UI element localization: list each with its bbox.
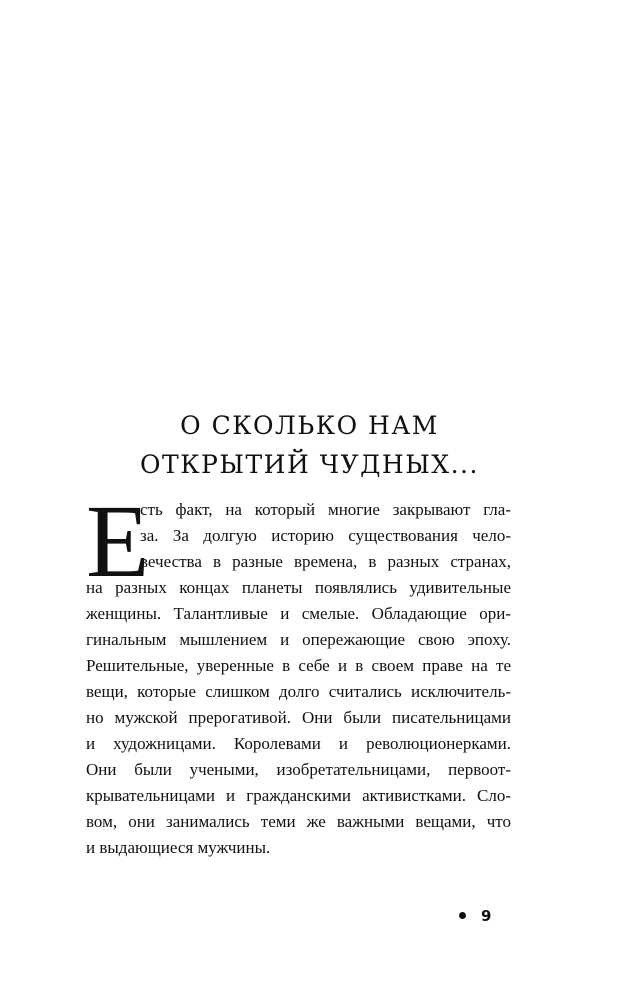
text-line: Решительные, уверенные в себе и в своем праве на те: [86, 656, 511, 675]
text-line: и выдающиеся мужчины.: [86, 838, 271, 857]
chapter-title-line-2: ОТКРЫТИЙ ЧУДНЫХ...: [140, 450, 479, 479]
drop-cap: Е: [86, 484, 150, 599]
page-number: 9: [481, 907, 492, 925]
text-line: на разных концах планеты появлялись удивительные: [86, 578, 511, 597]
text-line: и художницами. Королевами и революционерками.: [86, 734, 511, 753]
text-line: вом, они занимались теми же важными вещами, что: [86, 812, 511, 831]
text-line: крывательницами и гражданскими активистками. Сло-: [86, 786, 511, 805]
text-line: гинальным мышлением и опережающие свою эпоху.: [86, 630, 511, 649]
text-line: Они были учеными, изобретательницами, первоот-: [86, 760, 511, 779]
text-line: но мужской прерогативой. Они были писательницами: [86, 708, 511, 727]
text-line: женщины. Талантливые и смелые. Обладающие ори-: [86, 604, 511, 623]
text-line: вечества в разные времена, в разных странах,: [140, 552, 511, 571]
text-line: сть факт, на который многие закрывают гла-: [140, 500, 511, 519]
text-line: вещи, которые слишком долго считались исключитель-: [86, 682, 511, 701]
chapter-title: [0, 406, 619, 484]
bullet-icon: [459, 912, 466, 919]
chapter-title-line-1: О СКОЛЬКО НАМ: [180, 411, 439, 440]
text-line: за. За долгую историю существования чело-: [140, 526, 511, 545]
page-footer: [459, 906, 491, 926]
